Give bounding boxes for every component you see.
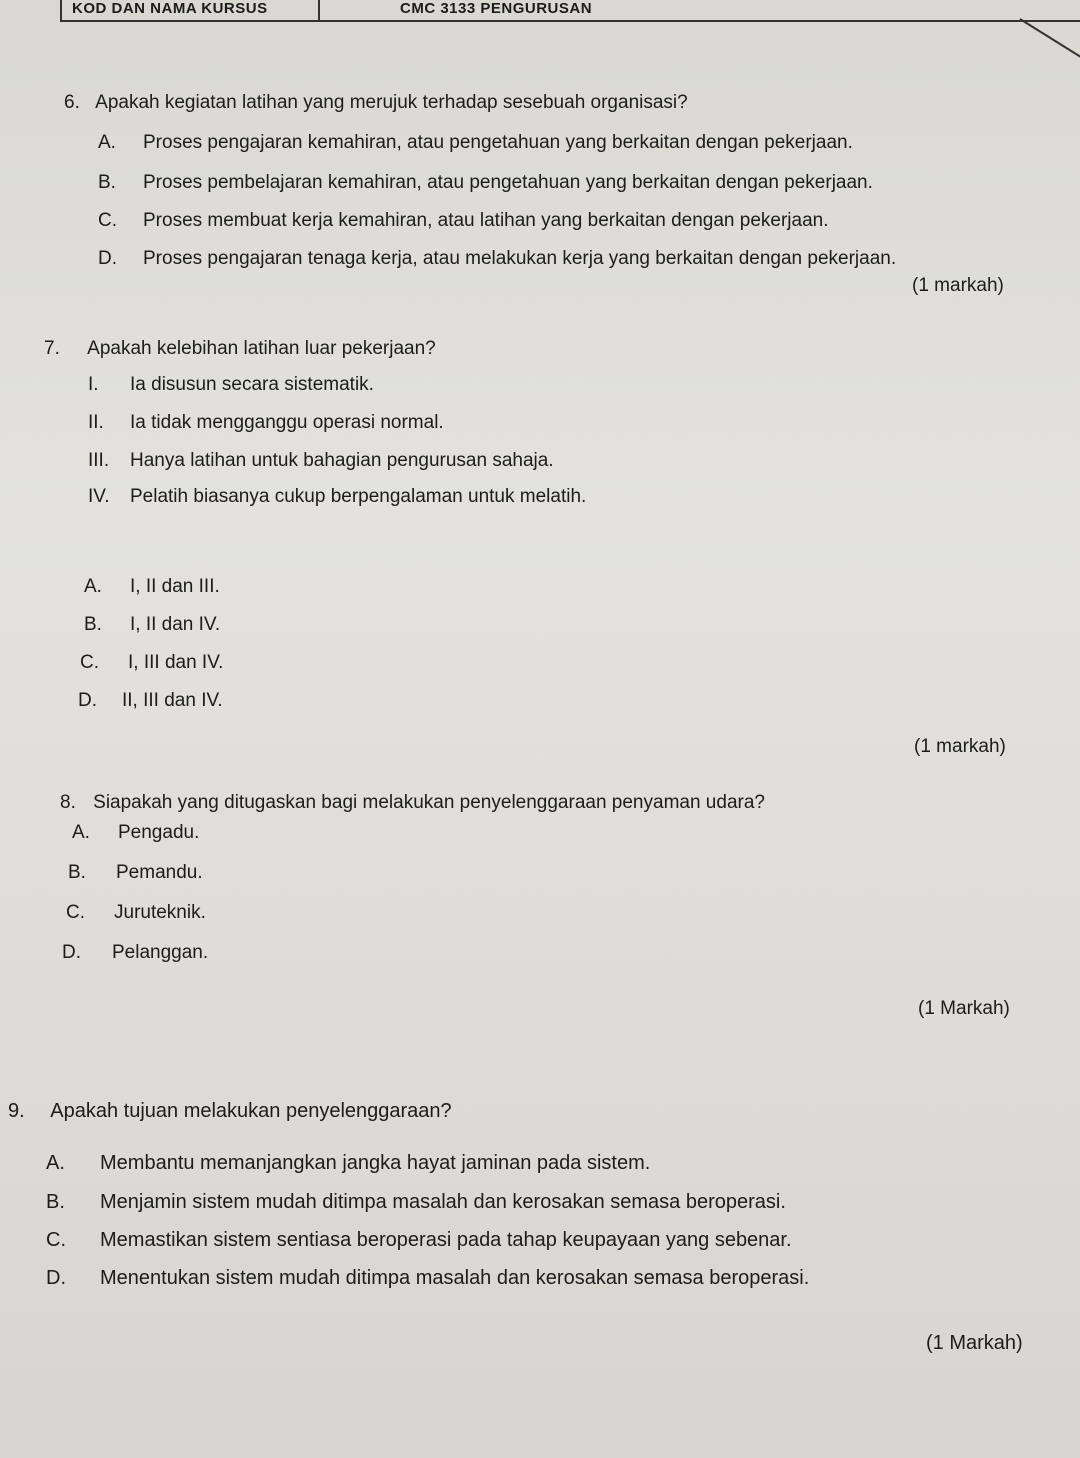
- question-number: 7.: [44, 338, 60, 359]
- option-letter: A.: [46, 1152, 65, 1174]
- question-number: 6.: [64, 92, 80, 113]
- option-text: Pengadu.: [118, 822, 200, 843]
- q9-option-a[interactable]: [46, 1152, 650, 1175]
- q6-marks: (1 markah): [912, 275, 1004, 296]
- option-letter: A.: [72, 822, 90, 843]
- option-letter: D.: [62, 942, 81, 963]
- option-text: I, II dan IV.: [130, 614, 221, 635]
- q7-option-a[interactable]: [84, 576, 220, 598]
- option-text: II, III dan IV.: [122, 690, 223, 711]
- statement-numeral: II.: [88, 412, 104, 433]
- option-text: Proses membuat kerja kemahiran, atau latihan yang berkaitan dengan pekerjaan.: [143, 210, 829, 231]
- option-text: Memastikan sistem sentiasa beroperasi pada tahap keupayaan yang sebenar.: [100, 1229, 792, 1251]
- q8-option-d[interactable]: [62, 942, 208, 964]
- option-text: Proses pengajaran kemahiran, atau pengetahuan yang berkaitan dengan pekerjaan.: [143, 132, 853, 153]
- option-text: Menentukan sistem mudah ditimpa masalah dan kerosakan semasa beroperasi.: [100, 1267, 810, 1289]
- q7-statement-ii: [88, 412, 444, 434]
- option-letter: C.: [46, 1229, 66, 1251]
- q7-option-c[interactable]: [80, 652, 223, 674]
- question-text: Apakah tujuan melakukan penyelenggaraan?: [50, 1100, 452, 1122]
- q9-option-d[interactable]: [46, 1267, 809, 1290]
- statement-numeral: III.: [88, 450, 110, 471]
- q7-statement-i: [88, 374, 374, 396]
- q9-option-c[interactable]: [46, 1229, 792, 1252]
- option-letter: C.: [66, 902, 85, 923]
- option-letter: B.: [98, 172, 116, 193]
- q7-option-b[interactable]: [84, 614, 220, 636]
- q8-marks: (1 Markah): [918, 998, 1010, 1019]
- option-text: Proses pembelajaran kemahiran, atau pengetahuan yang berkaitan dengan pekerjaan.: [143, 172, 873, 193]
- option-letter: D.: [46, 1267, 66, 1289]
- question-6: [64, 92, 688, 114]
- q6-option-d[interactable]: [98, 248, 896, 270]
- q8-option-a[interactable]: [72, 822, 199, 844]
- question-text: Apakah kelebihan latihan luar pekerjaan?: [87, 338, 436, 359]
- question-number: 9.: [8, 1100, 25, 1122]
- question-9: [8, 1100, 452, 1123]
- question-text: Apakah kegiatan latihan yang merujuk terhadap sesebuah organisasi?: [95, 92, 688, 113]
- q6-option-a[interactable]: [98, 132, 853, 154]
- statement-numeral: I.: [88, 374, 99, 395]
- statement-text: Pelatih biasanya cukup berpengalaman untuk melatih.: [130, 486, 587, 507]
- option-letter: D.: [78, 690, 97, 711]
- q8-option-b[interactable]: [68, 862, 203, 884]
- option-text: Proses pengajaran tenaga kerja, atau melakukan kerja yang berkaitan dengan pekerjaan.: [143, 248, 897, 269]
- q6-option-c[interactable]: [98, 210, 828, 232]
- page-corner-fold: [1019, 18, 1080, 62]
- option-text: Membantu memanjangkan jangka hayat jaminan pada sistem.: [100, 1152, 651, 1174]
- q6-option-b[interactable]: [98, 172, 873, 194]
- q7-statement-iv: [88, 486, 586, 508]
- option-letter: B.: [84, 614, 102, 635]
- option-text: I, II dan III.: [130, 576, 220, 597]
- question-8: [60, 792, 765, 814]
- statement-text: Ia tidak mengganggu operasi normal.: [130, 412, 444, 433]
- q7-statement-iii: [88, 450, 554, 472]
- question-text: Siapakah yang ditugaskan bagi melakukan penyelenggaraan penyaman udara?: [93, 792, 765, 813]
- option-text: Pemandu.: [116, 862, 203, 883]
- course-code-value: CMC 3133 PENGURUSAN: [400, 0, 593, 17]
- course-header-table: [60, 0, 1080, 22]
- option-letter: D.: [98, 248, 117, 269]
- option-text: Menjamin sistem mudah ditimpa masalah dan kerosakan semasa beroperasi.: [100, 1191, 786, 1213]
- option-letter: A.: [98, 132, 116, 153]
- option-letter: B.: [46, 1191, 65, 1213]
- statement-text: Hanya latihan untuk bahagian pengurusan sahaja.: [130, 450, 554, 471]
- question-7: [44, 338, 436, 360]
- option-text: I, III dan IV.: [128, 652, 224, 673]
- option-letter: C.: [98, 210, 117, 231]
- option-text: Pelanggan.: [112, 942, 209, 963]
- q7-option-d[interactable]: [78, 690, 223, 712]
- option-letter: C.: [80, 652, 99, 673]
- statement-numeral: IV.: [88, 486, 110, 507]
- option-letter: B.: [68, 862, 86, 883]
- statement-text: Ia disusun secara sistematik.: [130, 374, 374, 395]
- q7-marks: (1 markah): [914, 736, 1006, 757]
- q8-option-c[interactable]: [66, 902, 206, 924]
- option-text: Juruteknik.: [114, 902, 206, 923]
- q9-option-b[interactable]: [46, 1191, 786, 1214]
- question-number: 8.: [60, 792, 76, 813]
- q9-marks: (1 Markah): [926, 1332, 1023, 1354]
- option-letter: A.: [84, 576, 102, 597]
- course-code-label: KOD DAN NAMA KURSUS: [62, 0, 320, 20]
